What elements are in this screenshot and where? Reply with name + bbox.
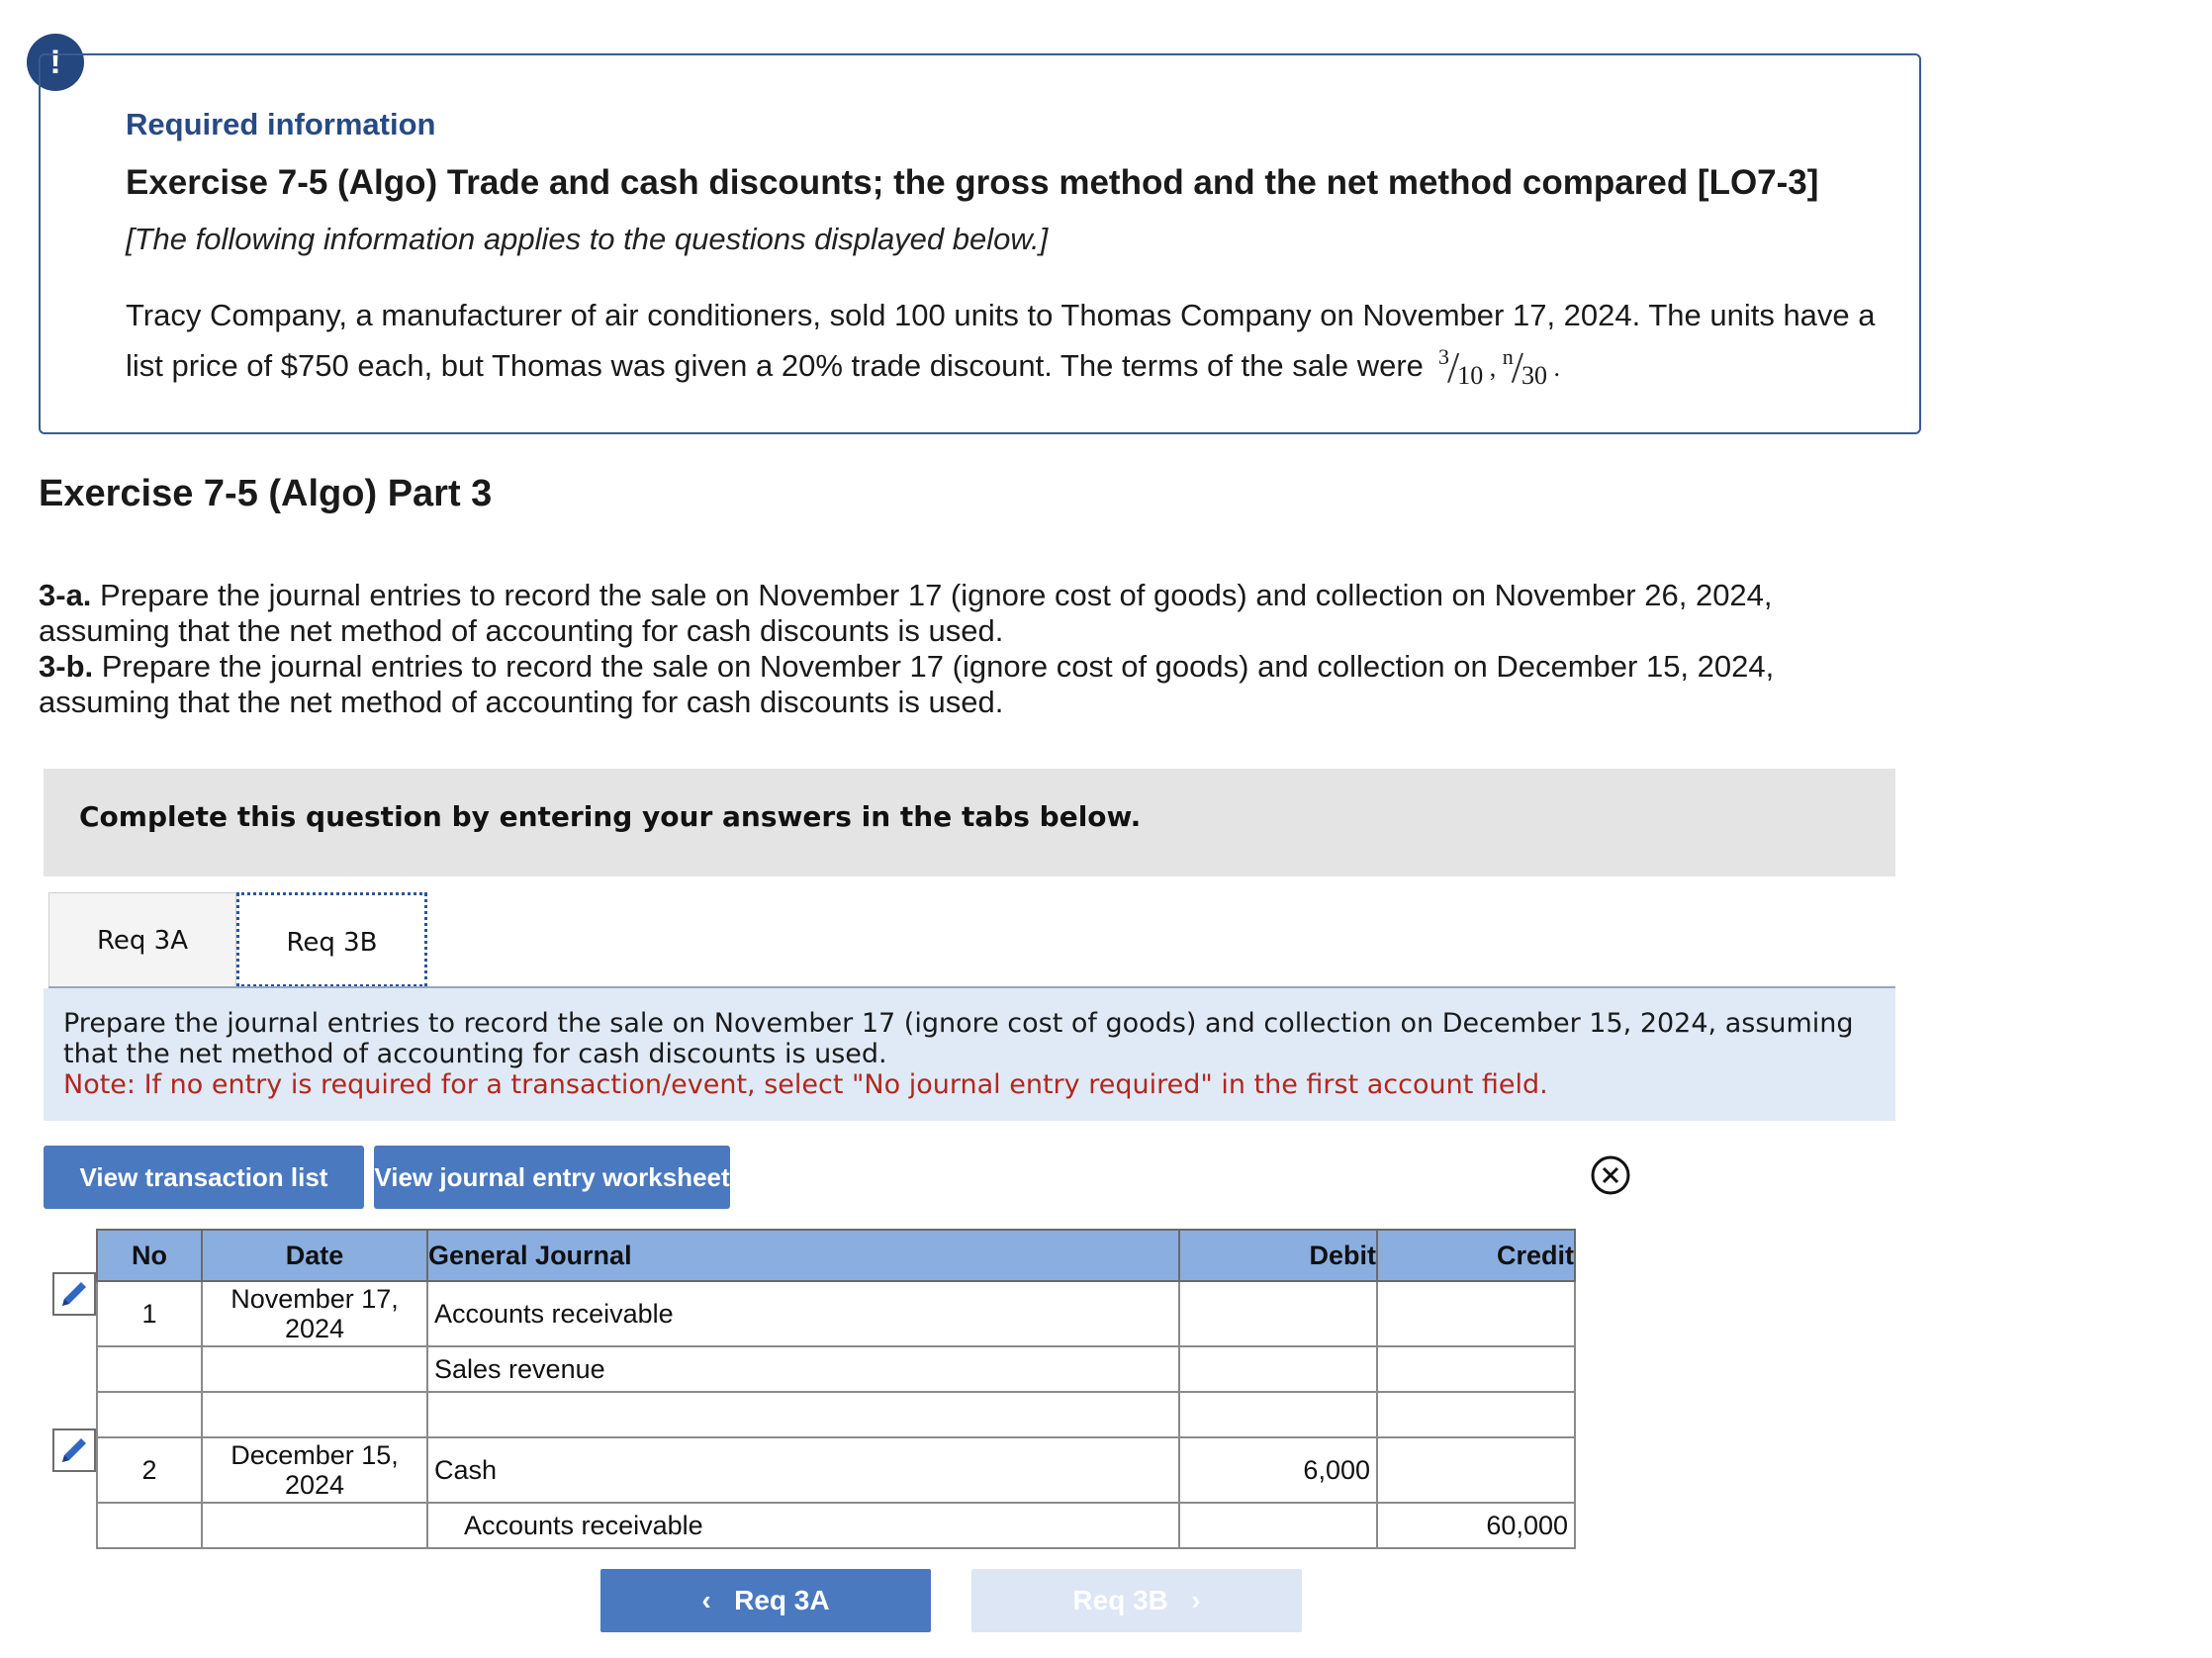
tab-instruction <box>44 988 1895 1121</box>
instructions-band-text: Complete this question by entering your answers in the tabs below. <box>79 800 1142 833</box>
chevron-left-icon: ‹ <box>701 1585 711 1615</box>
table-header-row <box>97 1230 1575 1281</box>
col-header-debit: Debit <box>1179 1230 1377 1281</box>
question-text <box>39 578 1898 720</box>
info-paragraph <box>126 295 1887 397</box>
instructions-band <box>44 769 1895 876</box>
terms-discount-den: 10 <box>1457 361 1484 390</box>
next-req-3b-button[interactable] <box>971 1569 1302 1632</box>
cell-credit[interactable] <box>1377 1392 1575 1437</box>
required-info-box <box>39 53 1921 434</box>
terms-discount-num: 3 <box>1438 344 1450 369</box>
table-row <box>97 1281 1575 1346</box>
cell-debit[interactable] <box>1179 1281 1377 1346</box>
alert-icon: ! <box>27 34 84 91</box>
col-header-general-journal: General Journal <box>427 1230 1179 1281</box>
question-3b: 3-b. Prepare the journal entries to record the sale on November 17 (ignore cost of goods) and collection on December 15, 2024, assuming that the net method of accounting for cash discounts is used. <box>39 649 1775 719</box>
instruction-text: Prepare the journal entries to record the sale on November 17 (ignore cost of goods) and collection on December 15, 2024, assuming that the net method of accounting for cash discounts is used. <box>63 1008 1854 1069</box>
cell-date <box>202 1392 427 1437</box>
terms-sep: , <box>1489 353 1497 382</box>
cell-account[interactable] <box>427 1392 1179 1437</box>
info-note: [The following information applies to the questions displayed below.] <box>126 222 1049 256</box>
close-icon[interactable] <box>1590 1154 1631 1196</box>
cell-date <box>202 1503 427 1548</box>
cell-date: December 15, 2024 <box>202 1437 427 1503</box>
cell-debit[interactable] <box>1179 1346 1377 1392</box>
terms-end: . <box>1553 353 1560 382</box>
instruction-note: Note: If no entry is required for a transaction/event, select "No journal entry required" in the first account field. <box>63 1069 1548 1100</box>
required-info-heading: Required information <box>126 107 436 141</box>
table-row <box>97 1346 1575 1392</box>
chevron-right-icon: › <box>1191 1585 1201 1615</box>
info-paragraph-text: Tracy Company, a manufacturer of air conditioners, sold 100 units to Thomas Company on November 17, 2024. The units have a list price of $750 each, but Thomas was given a 20% trade discount. The terms of the sale were <box>126 298 1876 383</box>
cell-no <box>97 1503 202 1548</box>
tab-req-3a[interactable]: Req 3A <box>48 892 236 987</box>
edit-entry-2-icon[interactable] <box>52 1428 96 1472</box>
col-header-credit: Credit <box>1377 1230 1575 1281</box>
col-header-no: No <box>97 1230 202 1281</box>
exercise-title: Exercise 7-5 (Algo) Trade and cash discounts; the gross method and the net method compared [LO7-3] <box>126 163 1819 202</box>
cell-account[interactable]: Cash <box>427 1437 1179 1503</box>
part-title: Exercise 7-5 (Algo) Part 3 <box>39 473 493 514</box>
table-row <box>97 1437 1575 1503</box>
table-row <box>97 1392 1575 1437</box>
cell-date: November 17, 2024 <box>202 1281 427 1346</box>
tab-req-3b[interactable]: Req 3B <box>236 892 427 987</box>
credit-terms: $^3$/10 , $^n$/30 . <box>1438 343 1560 392</box>
cell-account[interactable]: Sales revenue <box>427 1346 1179 1392</box>
view-transaction-list-button[interactable]: View transaction list <box>44 1146 364 1209</box>
edit-entry-1-icon[interactable] <box>52 1272 96 1316</box>
next-button-label: Req 3B <box>1072 1585 1168 1615</box>
table-row <box>97 1503 1575 1548</box>
cell-debit[interactable] <box>1179 1503 1377 1548</box>
cell-no: 2 <box>97 1437 202 1503</box>
cell-account[interactable]: Accounts receivable <box>427 1503 1179 1548</box>
cell-credit[interactable] <box>1377 1437 1575 1503</box>
cell-credit[interactable]: 60,000 <box>1377 1503 1575 1548</box>
view-journal-worksheet-button[interactable]: View journal entry worksheet <box>374 1146 730 1209</box>
cell-debit[interactable]: 6,000 <box>1179 1437 1377 1503</box>
cell-no <box>97 1346 202 1392</box>
cell-date <box>202 1346 427 1392</box>
cell-credit[interactable] <box>1377 1281 1575 1346</box>
prev-req-3a-button[interactable] <box>600 1569 931 1632</box>
terms-net-num: n <box>1502 344 1514 369</box>
cell-debit[interactable] <box>1179 1392 1377 1437</box>
cell-no: 1 <box>97 1281 202 1346</box>
prev-button-label: Req 3A <box>734 1585 830 1615</box>
cell-credit[interactable] <box>1377 1346 1575 1392</box>
cell-no <box>97 1392 202 1437</box>
terms-net-den: 30 <box>1521 361 1547 390</box>
cell-account[interactable]: Accounts receivable <box>427 1281 1179 1346</box>
general-journal-table <box>96 1229 1576 1549</box>
question-3a: 3-a. Prepare the journal entries to record the sale on November 17 (ignore cost of goods) and collection on November 26, 2024, assuming that the net method of accounting for cash discounts is used. <box>39 578 1773 648</box>
col-header-date: Date <box>202 1230 427 1281</box>
